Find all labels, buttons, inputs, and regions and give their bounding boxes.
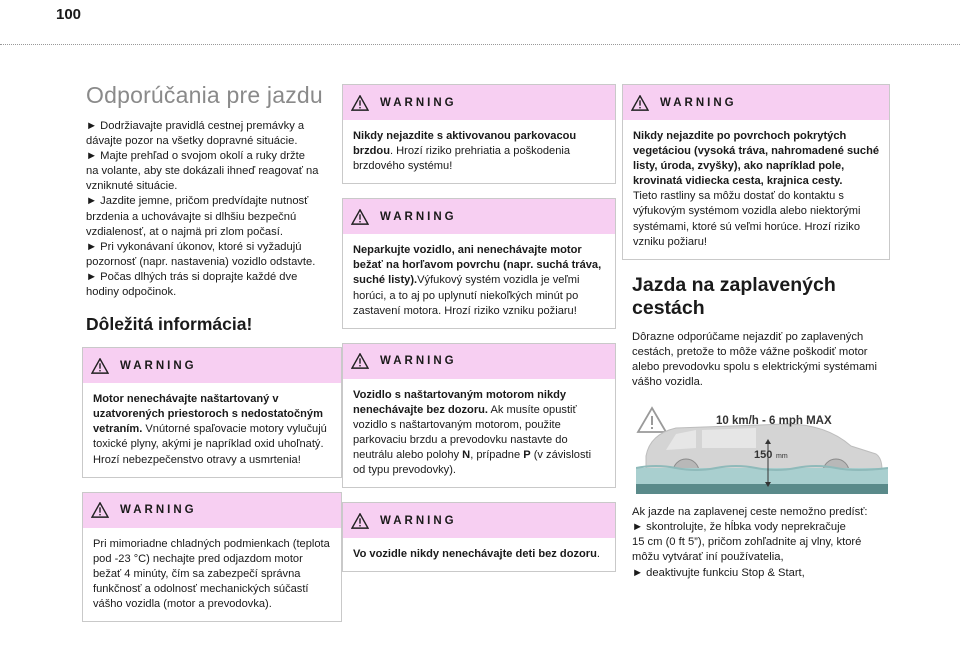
warning-header — [343, 503, 615, 538]
speed-limit-label: 10 km/h - 6 mph MAX — [716, 415, 832, 428]
warning-header — [343, 85, 615, 120]
warning-triangle-icon — [351, 513, 369, 529]
warning-header — [83, 493, 341, 528]
warning-bold-text: Motor nenechávajte naštartovaný v uzatvorených priestoroch s nedostatočným vetraním. — [93, 393, 323, 436]
warning-triangle-icon — [631, 95, 649, 111]
intro-text — [86, 119, 342, 300]
warning-text — [343, 538, 615, 571]
intro-line: vzniknuté situácie. — [86, 180, 178, 193]
warning-box — [342, 502, 616, 572]
warning-plain-text: (v závislosti od typu prevodovky). — [353, 449, 592, 477]
warning-label: WARNING — [120, 359, 197, 372]
warning-label: WARNING — [120, 504, 197, 517]
intro-line: vzdialenosť, at o najmä pri zlom počasí. — [86, 225, 283, 238]
bottom-line: 15 cm (0 ft 5”), pričom zohľadnite aj vlny, ktoré — [632, 536, 862, 549]
warning-header — [343, 199, 615, 234]
page-number: 100 — [56, 6, 82, 23]
bottom-text — [632, 505, 890, 580]
section-title: Dôležitá informácia! — [86, 314, 253, 335]
intro-line: ► Jazdite jemne, pričom predvídajte nutnosť — [86, 195, 309, 208]
warning-plain-text: . Hrozí riziko prehriatia a poškodenia brzdového systému! — [353, 145, 571, 173]
intro-line: ► Pri vykonávaní úkonov, ktoré si vyžadujú — [86, 240, 302, 253]
warning-plain-text: Tieto rastliny sa môžu dostať do kontaktu s výfukovým systémom vozidla alebo niektorými systémami, ktoré sú veľmi horúce. Hrozí riziko vzniku požiaru! — [633, 190, 861, 248]
warning-label: WARNING — [380, 96, 457, 109]
section-text: Dôrazne odporúčame nejazdiť po zaplavených cestách, pretože to môže vážne poškodiť motor alebo prevodovku spolu s elektrickými systémami vášho vozidla. — [632, 330, 877, 389]
intro-line: pozornosť (napr. nastavenia) vozidlo odstavte. — [86, 255, 316, 268]
warning-plain-text: Ak musíte opustiť vozidlo s naštartovaným motorom, použite parkovaciu brzdu a prevodovku nastavte do neutrálu alebo polohy — [353, 403, 577, 462]
warning-header — [623, 85, 889, 120]
warning-triangle-icon — [638, 408, 666, 432]
warning-text — [623, 120, 889, 259]
warning-header — [343, 344, 615, 379]
warning-text — [343, 120, 615, 183]
warning-bold-text: Vo vozidle nikdy nenechávajte deti bez dozoru — [353, 548, 597, 561]
warning-bold-text: Nikdy nejazdite s aktivovanou parkovacou brzdou — [353, 130, 577, 158]
warning-label: WARNING — [380, 210, 457, 223]
depth-value: 150 — [754, 449, 773, 462]
warning-bold-text: Nikdy nejazdite po povrchoch pokrytých vegetáciou (vysoká tráva, nahromadené suché listy, úroda, zvyšky), ako napríklad pole, krovinatá vidiecka cesta, krajnica cesty. — [633, 130, 880, 188]
warning-triangle-icon — [351, 95, 369, 111]
warning-triangle-icon — [91, 358, 109, 374]
warning-box — [82, 492, 342, 622]
gear-n-label: N — [462, 449, 471, 462]
warning-box — [622, 84, 890, 260]
flooded-road-illustration — [636, 406, 888, 494]
warning-plain-text: . — [596, 548, 600, 561]
bottom-line: môžu vytvárať iní používatelia, — [632, 551, 784, 564]
depth-unit: mm — [776, 453, 788, 461]
intro-line: ► Počas dlhých trás si doprajte každé dve — [86, 270, 298, 283]
warning-plain-text: Výfukový systém vozidla je veľmi horúci, a to aj po uplynutí niekoľkých minút po zastavení motora. Hrozí riziko vzniku požiaru! — [353, 274, 580, 317]
warning-header — [83, 348, 341, 383]
warning-text — [343, 234, 615, 327]
warning-label: WARNING — [380, 514, 457, 527]
warning-box — [82, 347, 342, 477]
intro-line: brzdenia a uchovávajte si dlhšiu bezpečnú — [86, 210, 297, 223]
bottom-line: Ak jazde na zaplavenej ceste nemožno predísť: — [632, 506, 868, 519]
column-3 — [622, 84, 890, 581]
warning-triangle-icon — [351, 353, 369, 369]
warning-triangle-icon — [351, 209, 369, 225]
intro-line: hodiny odpočinok. — [86, 286, 177, 299]
warning-text: Pri mimoriadne chladných podmienkach (teplota pod -23 °C) nechajte pred odjazdom motor bežať 4 minúty, čím sa zabezpečí správna funkčnosť a odolnosť mechanických súčastí vášho vozidla (motor a prevodovka). — [93, 537, 330, 610]
warning-box — [342, 84, 616, 184]
warning-bold-text: Neparkujte vozidlo, ani nenechávajte motor bežať na horľavom povrchu (napr. suchá tráva, suché listy). — [353, 244, 602, 287]
warning-text — [343, 379, 615, 488]
intro-line: na volante, aby ste dokázali ihneď reagovať na — [86, 165, 319, 178]
warning-label: WARNING — [380, 355, 457, 368]
intro-line: dávajte pozor na všetky dopravné situácie. — [86, 135, 298, 148]
warning-box — [342, 343, 616, 489]
warning-text — [83, 383, 341, 476]
bottom-line: ► skontrolujte, že hĺbka vody neprekračuje — [632, 521, 846, 534]
column-1 — [82, 80, 342, 636]
bottom-line: ► deaktivujte funkciu Stop & Start, — [632, 566, 805, 579]
gear-p-label: P — [523, 449, 531, 462]
intro-line: ► Majte prehľad o svojom okolí a ruky držte — [86, 150, 305, 163]
section-title: Jazda na zaplavených cestách — [632, 273, 836, 319]
warning-plain-text: Vnútorné spaľovacie motory vylučujú toxické plyny, akými je napríklad oxid uhoľnatý. Hrozí nebezpečenstvo otravy a usmrtenia! — [93, 423, 327, 466]
intro-line: ► Dodržiavajte pravidlá cestnej premávky a — [86, 120, 305, 132]
warning-label: WARNING — [660, 96, 737, 109]
warning-plain-text: , prípadne — [470, 449, 524, 462]
warning-bold-text: Vozidlo s naštartovaným motorom nikdy nenechávajte bez dozoru. — [353, 388, 567, 416]
column-2 — [342, 84, 616, 586]
warning-triangle-icon — [91, 502, 109, 518]
page-title: Odporúčania pre jazdu — [86, 82, 323, 108]
header-rule — [0, 44, 960, 45]
warning-box — [342, 198, 616, 328]
